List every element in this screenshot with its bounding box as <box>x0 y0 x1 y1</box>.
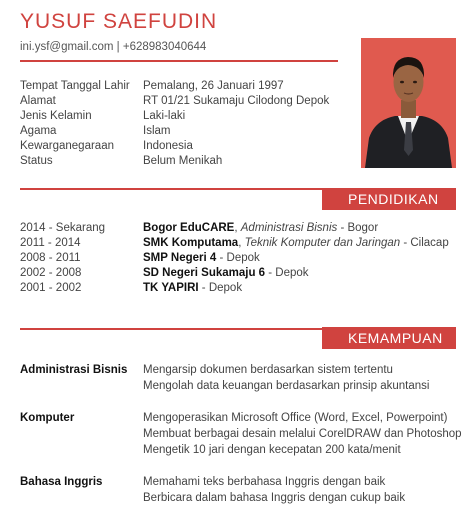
personal-label: Kewarganegaraan <box>20 140 114 152</box>
skills-heading: KEMAMPUAN <box>322 327 456 349</box>
personal-row <box>20 154 329 169</box>
education-place: - Depok <box>265 267 309 279</box>
personal-row <box>20 139 329 154</box>
skill-item <box>20 474 460 504</box>
education-school: SD Negeri Sukamaju 6 <box>143 267 266 279</box>
skill-title: Administrasi Bisnis <box>20 364 128 376</box>
education-list <box>20 221 449 296</box>
skills-divider <box>20 328 322 330</box>
skill-title: Bahasa Inggris <box>20 476 103 488</box>
skill-line: Mengetik 10 jari dengan kecepatan 200 kata/menit <box>143 444 401 456</box>
skill-line: Mengoperasikan Microsoft Office (Word, Excel, Powerpoint) <box>143 412 448 424</box>
personal-label: Jenis Kelamin <box>20 110 92 122</box>
personal-label: Tempat Tanggal Lahir <box>20 80 130 92</box>
skill-line: Berbicara dalam bahasa Inggris dengan cukup baik <box>143 492 406 504</box>
education-years: 2008 - 2011 <box>20 252 81 264</box>
education-school: SMP Negeri 4 <box>143 252 217 264</box>
education-years: 2011 - 2014 <box>20 237 81 249</box>
header-divider <box>20 60 338 62</box>
education-major: Administrasi Bisnis <box>240 222 338 234</box>
education-years: 2001 - 2002 <box>20 282 82 294</box>
education-item <box>20 281 449 296</box>
education-item: 2014 - Sekarang Bogor EduCARE, Administrasi Bisnis - Bogor <box>20 222 379 234</box>
skill-line: Membuat berbagai desain melalui CorelDRAW dan Photoshop <box>143 428 462 440</box>
personal-label: Alamat <box>20 95 56 107</box>
education-item: 2011 - 2014 SMK Komputama, Teknik Komputer dan Jaringan - Cilacap <box>20 237 449 249</box>
skill-item <box>20 362 460 402</box>
education-school: TK YAPIRI <box>143 282 199 294</box>
personal-row <box>20 109 329 124</box>
personal-value: Belum Menikah <box>143 155 223 167</box>
education-place: - Bogor <box>337 222 379 234</box>
education-item <box>20 266 449 281</box>
education-place: - Depok <box>198 282 243 294</box>
personal-row <box>20 124 329 139</box>
profile-photo <box>361 38 456 168</box>
education-place: - Cilacap <box>400 237 449 249</box>
skill-title: Komputer <box>20 412 75 424</box>
person-portrait-icon <box>361 38 456 168</box>
personal-value: Islam <box>143 125 171 137</box>
contact-info: ini.ysf@gmail.com | +628983040644 <box>20 41 207 53</box>
personal-value: RT 01/21 Sukamaju Cilodong Depok <box>143 95 330 107</box>
candidate-name: YUSUF SAEFUDIN <box>20 10 218 33</box>
education-divider <box>20 188 322 190</box>
education-item <box>20 251 449 266</box>
personal-label: Status <box>20 155 53 167</box>
education-school: SMK Komputama <box>143 237 239 249</box>
skill-line: Mengarsip dokumen berdasarkan sistem tertentu <box>143 364 393 376</box>
personal-row <box>20 79 329 94</box>
education-school: Bogor EduCARE <box>143 222 235 234</box>
education-major: Teknik Komputer dan Jaringan <box>244 237 401 249</box>
personal-info <box>20 79 329 169</box>
education-place: - Depok <box>216 252 260 264</box>
personal-value: Indonesia <box>143 140 193 152</box>
personal-value: Pemalang, 26 Januari 1997 <box>143 80 284 92</box>
personal-label: Agama <box>20 125 57 137</box>
skill-line: Mengolah data keuangan berdasarkan prinsip akuntansi <box>143 380 430 392</box>
skill-item <box>20 410 460 462</box>
education-years: 2002 - 2008 <box>20 267 82 279</box>
personal-row <box>20 94 329 109</box>
education-heading: PENDIDIKAN <box>322 188 456 210</box>
personal-value: Laki-laki <box>143 110 186 122</box>
education-years: 2014 - Sekarang <box>20 222 106 234</box>
skill-line: Memahami teks berbahasa Inggris dengan baik <box>143 476 386 488</box>
